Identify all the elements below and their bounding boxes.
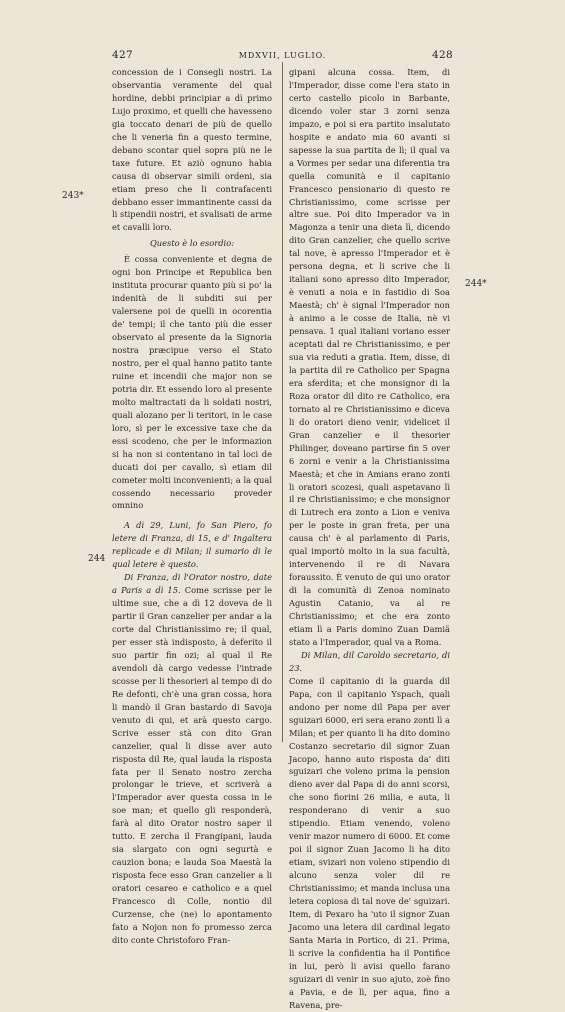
left-column bbox=[112, 66, 272, 947]
paragraph: Di Franza, di l'Orator nostro, date a Paris a dì 15. Come scrisse per le ultime sue, che a dì 12 doveva de li partir il Gran canzelier per andar a la corte dal Christianissimo re; il qual, per esser stà indisposto, à deferito il suo partir fin ozi; al qual il Re avendoli dà cargo vedesse l'intrade scosse per li thesorieri al tempo di do Re defonti, ch'è una gran cossa, hora li mandò il Gran bastardo di Savoja venuto di qui, et arà questo cargo. Scrive esser stà con dito Gran canzelier, qual li disse aver auto risposta dil Re, qual lauda la risposta fata per il Senato nostro zercha prolongar le trieve, et scriverà a l'Imperador aver questa cossa in le soe man; et quello gli responderà, farà al dito Orator nostro saper il tutto. E zercha il Frangipani, lauda sia slargato con ogni segurtà e cauzion bona; e lauda Soa Maestà la risposta fece esso Gran canzelier a li oratori cesareo e catholico e a quel Francesco di Colle, nontio dil Curzense, che (ne) lo apontamento fato a Nojon non fo promesso zerca dito conte Christoforo Fran- bbox=[112, 572, 273, 945]
paragraph: concession de i Consegli nostri. La observantia veramente del qual hordine, debbi principiar a dì primo Lujo proximo, et quelli che havesseno gia toccato denari de più de quello che li veneria fin a questo termine, debano scontar quel sopra più ne le taxe future. Et aziò ognuno habia causa di observar simili ordeni, sia etiam preso che li contrafacenti debbano esser immantinente cassi da li stipendii nostri, et svalisati de arme et cavalli loro. bbox=[112, 67, 272, 233]
dispatch-heading: Di Milan, dil Caroldo secretario, di 23. bbox=[289, 649, 450, 673]
section-heading: Questo è lo esordio: bbox=[150, 238, 234, 249]
paragraph: È cossa conveniente et degna de ogni bon Principe et Republica ben instituta procurar quanto più si po' la indenità de li subditi sui per valersene poi de quelli in ocorentia de' tempi; il che tanto più die esser observato al presente da la Signoria nostra præcipue verso el Stato nostro, per el qual hanno patito tante ruine et incendii che major non se potria dir. Et essendo loro al presente molto maltractati da li soldati nostri, quali alozano per li teritori, in le case loro, sì per le excessive taxe che da essi scodeno, che per le informazion si ha non si contentano in tal loci de ducati doi per cavallo, sì etiam dil cometer molti inconvenienti; a la qual cossendo necessario proveder omnino bbox=[112, 254, 272, 511]
margin-number-243: 243* bbox=[62, 191, 84, 201]
paragraph: Come il capitanio di la guarda dil Papa, con il capitanio Yspach, quali andono per nome dil Papa per aver sguizari 6000, eri sera erano zonti lì a Milan; et per quanto li ha dito domino Costanzo secretario dil signor Zuan Jacopo, hanno auto risposta da' diti sguizari che voleno prima la pension dieno aver dal Papa di do anni scorsi, che sono fiorini 26 milia, e auta, li responderano di venir a suo stipendio. Etiam venendo, voleno venir mazor numero di 6000. Et come poi il signor Zuan Jacomo li ha dito etiam, svizari non voleno stipendio di alcuno senza voler dil re Christianissimo; et manda inclusa una letera copiosa di tal nove de' sguizari. Item, di Pexaro ha 'uto il signor Zuan Jacomo una letera dil cardinal legato Santa Maria in Portico, di 21. Prima, li scrive la confidentia ha il Pontifice in lui, però li avisi quello farano sguizari di venir in suo ajuto, zoè fino a Pavia, e de lì, per aqua, fino a Ravena, pre- bbox=[289, 675, 451, 1010]
margin-number-244-right: 244* bbox=[465, 279, 487, 289]
margin-number-244-left: 244 bbox=[88, 554, 106, 564]
dispatch-heading: Di Franza, di l'Orator nostro, date a Paris a dì 15. bbox=[112, 572, 272, 596]
page-number-left: 427 bbox=[112, 49, 133, 61]
right-column bbox=[289, 66, 450, 1012]
entry-heading: A dì 29, Luni, fo San Piero, fo letere di Franza, di 15, e d' Ingaltera replicade e di Milan; il sumario di le qual letere è questo. bbox=[112, 520, 272, 570]
column-divider bbox=[282, 62, 283, 742]
page-number-right: 428 bbox=[432, 49, 453, 61]
running-title: MDXVII, LUGLIO. bbox=[238, 51, 327, 60]
paragraph: gipani alcuna cossa. Item, di l'Imperador, disse come l'era stato in certo castello picolo in Barbante, dicendo voler star 3 zorni senza impazo, e poi si era partito insalutato hospite e andato mia 60 avanti si sapesse la sua partita de lì; il qual va a Vormes per sedar una diferentia tra quella comunità e il capitanio Francesco pensionario di questo re Christianissimo, come scrisse per altre sue. Poi dito Imperador va in Magonza a tenir una dieta lì, dicendo dito Gran canzelier, che quello scrive tal nove, è apresso l'Imperador et è persona degna, et li scrive che li italiani sono apresso dito Imperador, è venuti a noia e in fastidio di Soa Maestà; ch' è signal l'Imperador non à animo a le cosse de Italia, nè vi pensava. 1 qual italiani voriano esser aceptati dal re Christianissimo, e per sua via reduti a gratia. Item, disse, di la partita dil re Catholico per Spagna era sferdita; et che monsignor di la Roza orator dil dito re Catholico, era tornato al re Christianissimo e diceva li do oratori dieno venir, videlicet il Gran canzelier e il thesorier Philinger, doveano partirse fin 5 over 6 zorni e venir a la Christianissima Maestà; et che in Amians erano zonti li oratori scozesi, quali aspetavano lì il re Christianissimo; e che monsignor di Lutrech era zonto a Lion e veniva per le poste in gran freta, per una causa ch' è al parlamento di Paris, qual importò molto in la sua facultà, intervenendo il re di Navara foraussito. È venuto de qui uno orator di la comunità di Zenoa nominato Agustin Catanio, va al re Christianissimo; et che era zonto etiam lì a Paris domino Zuan Damiä stato a l'Imperador, qual va a Roma. bbox=[289, 67, 450, 647]
